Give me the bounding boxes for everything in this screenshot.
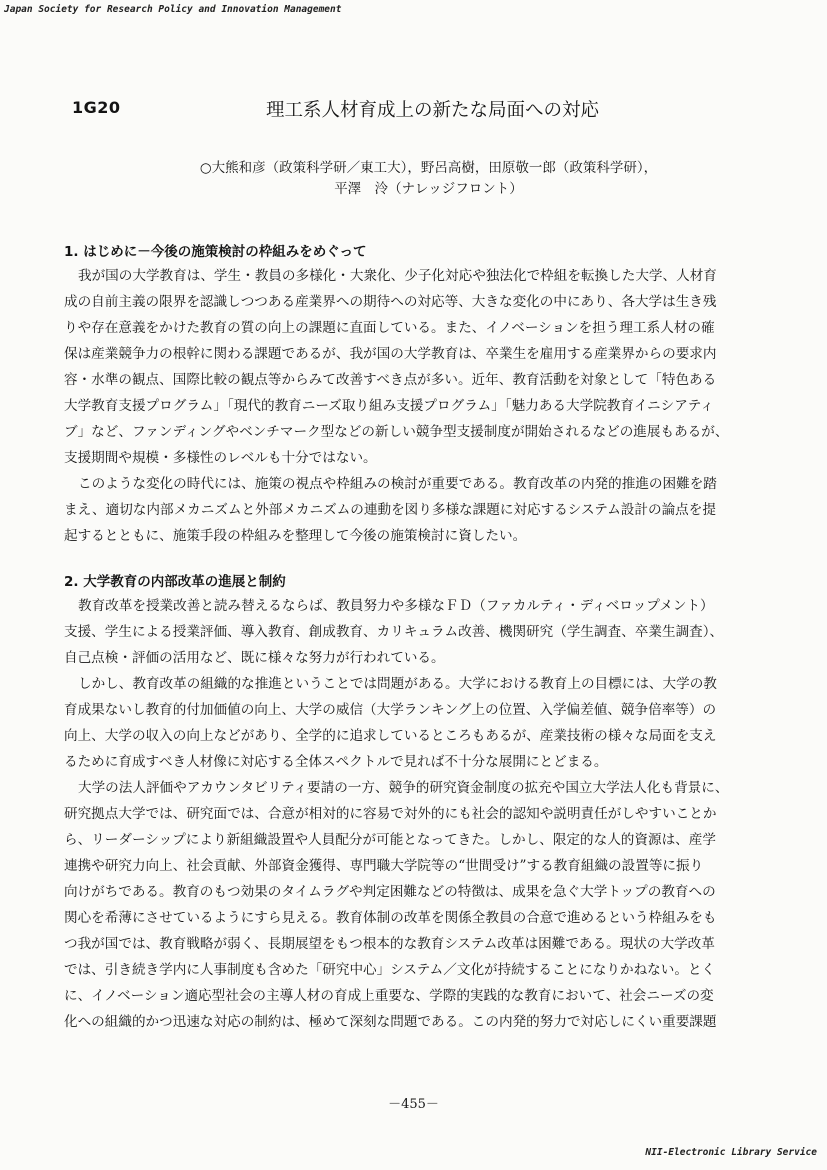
author-list [0,158,827,200]
paper-title: 理工系人材育成上の新たな局面への対応 [265,100,599,121]
section-2-line: 育成果ないし教育的付加価値の向上、大学の威信（大学ランキング上の位置、入学偏差値、競争倍率等）の [64,702,717,718]
section-1-line: ブ」など、ファンディングやベンチマーク型などの新しい競争型支援制度が開始されるなどの進展もあるが、 [64,424,729,440]
section-2-line: 向上、大学の収入の向上などがあり、全学的に追求しているところもあるが、産業技術の様々な局面を支え [64,728,717,744]
section-2-line: ら、リーダーシップにより新組織設置や人員配分が可能となってきた。しかし、限定的な人的資源は、産学 [64,832,716,848]
section-1-line: 我が国の大学教育は、学生・教員の多様化・大衆化、少子化対応や独法化で枠組を転換した大学、人材育 [78,268,717,284]
section-1-heading: 1. はじめに－今後の施策検討の枠組みをめぐって [64,244,367,260]
section-2-line: に、イノベーション適応型社会の主導人材の育成上重要な、学際的実践的な教育において、社会ニーズの変 [64,988,714,1004]
paper-code: 1G20 [72,98,121,117]
section-2-line: 支援、学生による授業評価、導入教育、創成教育、カリキュラム改善、機関研究（学生調査、卒業生調査）、 [64,624,724,640]
section-1-line: 大学教育支援プログラム」「現代的教育ニーズ取り組み支援プログラム」「魅力ある大学院教育イニシアティ [64,398,714,414]
section-2-line: 連携や研究力向上、社会貢献、外部資金獲得、専門職大学院等の“世間受け”する教育組織の設置等に振り [64,858,704,874]
section-2-line: しかし、教育改革の組織的な推進ということでは問題がある。大学における教育上の目標には、大学の教 [78,676,717,692]
section-1-line: 支援期間や規模・多様性のレベルも十分ではない。 [64,450,377,466]
section-2-line: 化への組織的かつ迅速な対応の制約は、極めて深刻な問題である。この内発的努力で対応しにくい重要課題 [64,1014,717,1030]
authors-line-2: 平澤 泠（ナレッジフロント） [334,181,523,197]
section-1-line: 成の自前主義の限界を認識しつつある産業界への期待への対応等、大きな変化の中にあり、各大学は生き残 [64,294,717,310]
section-1-line: まえ、適切な内部メカニズムと外部メカニズムの連動を図り多様な課題に対応するシステム設計の論点を提 [64,502,716,518]
section-2-line: 大学の法人評価やアカウンタビリティ要請の一方、競争的研究資金制度の拡充や国立大学法人化も背景に、 [78,780,729,796]
section-2-line: つ我が国では、教育戦略が弱く、長期展望をもつ根本的な教育システム改革は困難である。現状の大学改革 [64,936,715,952]
section-1-line: このような変化の時代には、施策の視点や枠組みの検討が重要である。教育改革の内発的推進の困難を踏 [78,476,717,492]
section-2-line: では、引き続き学内に人事制度も含めた「研究中心」システム／文化が持続することになりかねない。とく [64,962,716,978]
authors-line-1: ○大熊和彦（政策科学研／東工大），野呂高樹，田原敬一郎（政策科学研）， [199,160,658,176]
society-header: Japan Society for Research Policy and Innovation Management [4,4,342,15]
page-number: －455－ [388,1097,439,1112]
section-2-line: 関心を希薄にさせているようにすら見える。教育体制の改革を関係全教員の合意で進めるという枠組みをも [64,910,717,926]
section-2-line: 自己点検・評価の活用など、既に様々な努力が行われている。 [64,650,445,666]
section-2-line: 教育改革を授業改善と読み替えるならば、教員努力や多様なＦＤ（ファカルティ・ディベロップメント） [78,598,714,614]
section-2-line: 向けがちである。教育のもつ効果のタイムラグや判定困難などの特徴は、成果を急ぐ大学トップの教育への [64,884,716,900]
library-footer: NII-Electronic Library Service [645,1147,817,1158]
section-1-line: 起するとともに、施策手段の枠組みを整理して今後の施策検討に資したい。 [64,528,527,544]
section-1-line: 保は産業競争力の根幹に関わる課題であるが、我が国の大学教育は、卒業生を雇用する産業界からの要求内 [64,346,717,362]
section-2-line: 研究拠点大学では、研究面では、合意が相対的に容易で対外的にも社会的認知や説明責任がしやすいことか [64,806,717,822]
section-2-heading: 2. 大学教育の内部改革の進展と制約 [64,574,286,590]
section-1-line: りや存在意義をかけた教育の質の向上の課題に直面している。また、イノベーションを担う理工系人材の確 [64,320,715,336]
section-2-line: るために育成すべき人材像に対応する全体スペクトルで見れば不十分な展開にとどまる。 [64,754,608,770]
section-1-line: 容・水準の観点、国際比較の観点等からみて改善すべき点が多い。近年、教育活動を対象として「特色ある [64,372,717,388]
